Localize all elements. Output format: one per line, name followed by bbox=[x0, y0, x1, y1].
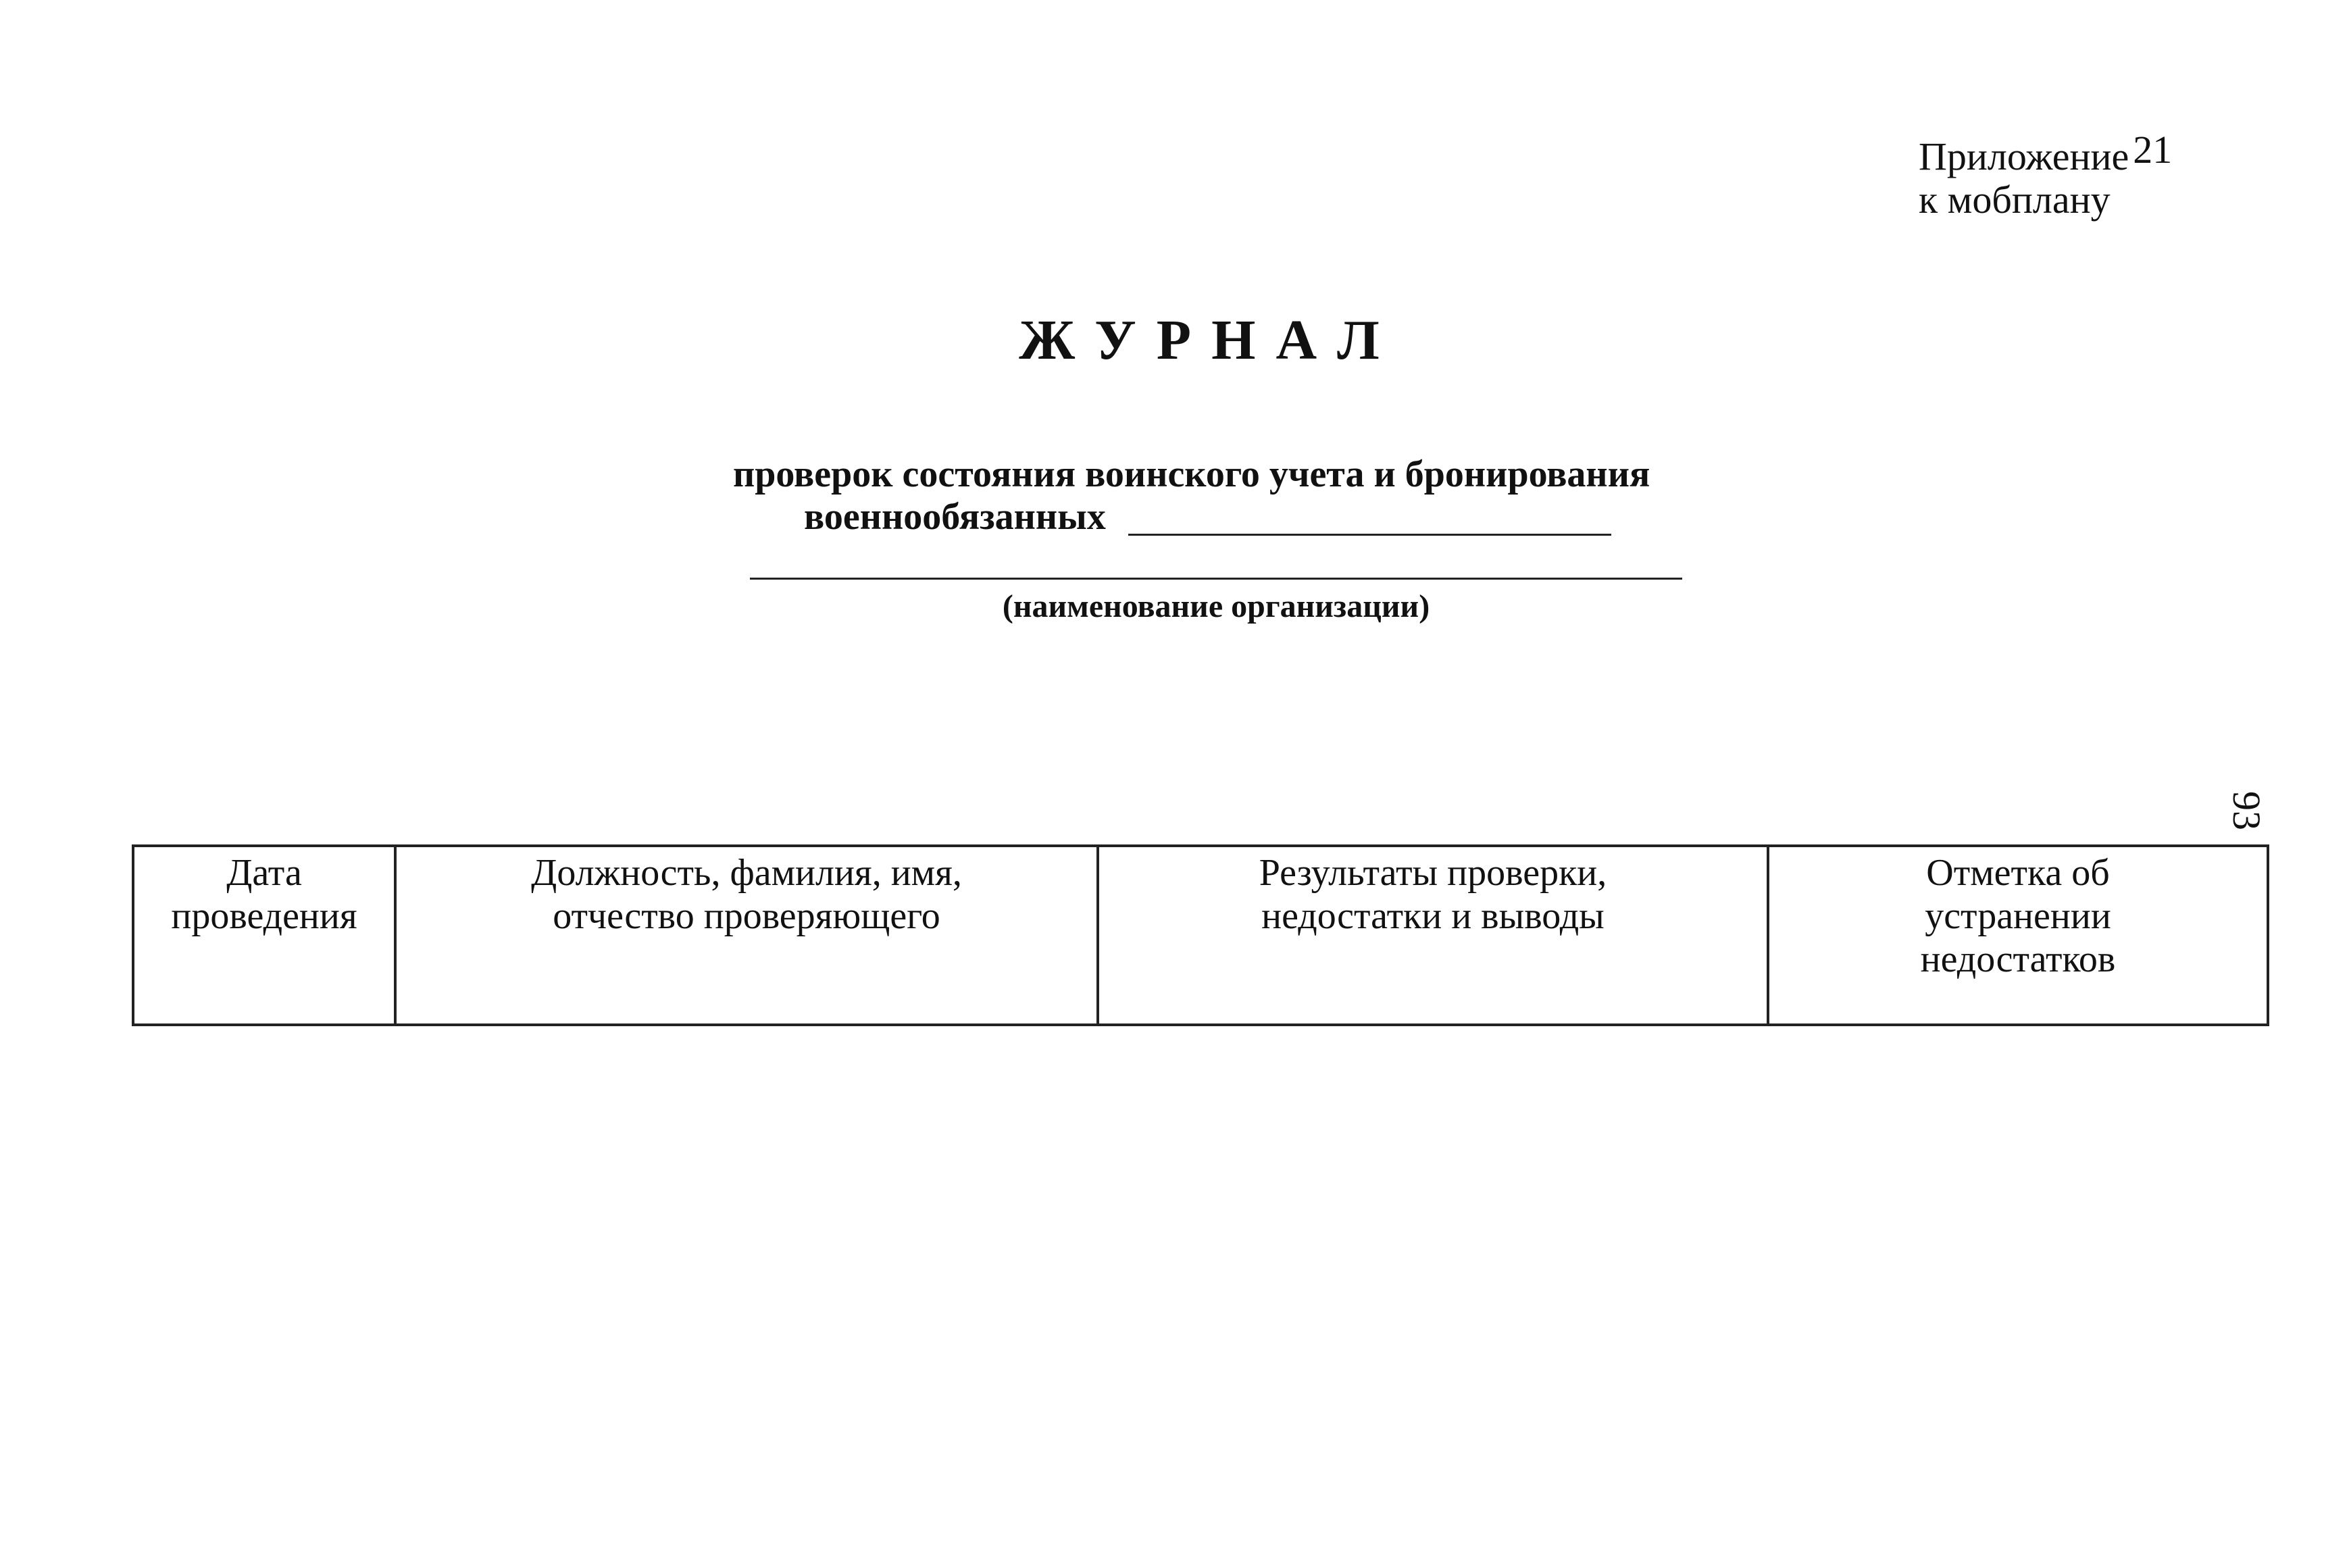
header-text-line: Отметка об bbox=[1926, 852, 2110, 894]
header-text-line: проведения bbox=[171, 895, 357, 937]
journal-table bbox=[132, 844, 2269, 1026]
header-inspector bbox=[395, 846, 1098, 1025]
header-text-line: недостатки и выводы bbox=[1261, 895, 1605, 937]
document-title: ЖУРНАЛ bbox=[1019, 309, 1400, 372]
fill-in-line bbox=[1128, 534, 1611, 536]
organization-fill-in-line bbox=[750, 578, 1682, 580]
page-number: 93 bbox=[2225, 791, 2269, 830]
annex-target: к мобплану bbox=[1919, 178, 2111, 222]
header-text-line: отчество проверяющего bbox=[553, 895, 940, 937]
header-results bbox=[1098, 846, 1768, 1025]
header-date bbox=[133, 846, 395, 1025]
document-subtitle-line1: проверок состояния воинского учета и бронирования bbox=[733, 453, 1650, 495]
organization-caption: (наименование организации) bbox=[1002, 588, 1430, 624]
header-text-line: Должность, фамилия, имя, bbox=[531, 852, 962, 894]
document-subtitle-line2: военнообязанных bbox=[804, 496, 1106, 538]
header-text-line: устранении bbox=[1925, 895, 2111, 937]
header-text-line: недостатков bbox=[1920, 938, 2116, 980]
header-text-line: Результаты проверки, bbox=[1259, 852, 1607, 894]
annex-note bbox=[1919, 128, 2173, 222]
annex-number: 21 bbox=[2133, 128, 2173, 172]
header-text-line: Дата bbox=[226, 852, 302, 894]
table-header-row bbox=[133, 846, 2268, 1025]
header-remedy-mark bbox=[1768, 846, 2268, 1025]
annex-label: Приложение bbox=[1919, 134, 2129, 178]
